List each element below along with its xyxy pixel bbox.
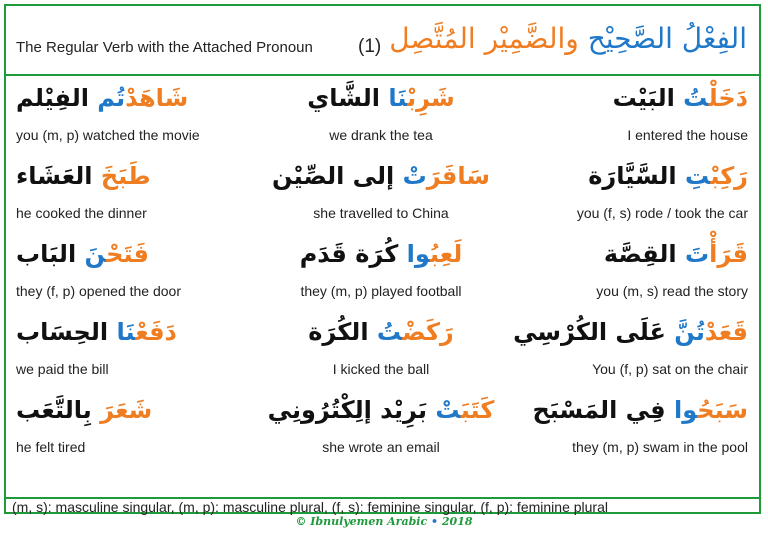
verb-stem: شَاهَدْ — [125, 84, 189, 112]
verb-entry — [6, 396, 256, 474]
attached-pronoun: تُ — [376, 318, 403, 346]
english-translation: you (m, s) read the story — [596, 283, 748, 299]
arabic-sentence — [532, 396, 748, 424]
arabic-title-part: الفِعْلُ الصَّحِيْح — [578, 22, 747, 55]
verb-stem: دَفَعْ — [135, 318, 177, 346]
verb-entry — [6, 162, 256, 240]
object-phrase: البَاب — [16, 240, 85, 268]
verb-stem: شَرِبْ — [407, 84, 455, 112]
abbreviation-legend: (m, s): masculine singular, (m, p): masculine plural, (f, s): feminine singular, (f, p): feminine plural — [6, 497, 759, 516]
verb-stem: لَعِبُ — [429, 240, 463, 268]
attached-pronoun: تَ — [685, 240, 710, 268]
object-phrase: الفِيْلم — [16, 84, 98, 112]
verb-entry — [6, 240, 256, 318]
verb-stem: طَبَخَ — [100, 162, 151, 190]
attached-pronoun: تْ — [435, 396, 461, 424]
arabic-sentence — [256, 240, 506, 268]
object-phrase: العَشَاء — [16, 162, 101, 190]
english-translation: they (m, p) played football — [300, 283, 462, 299]
attached-pronoun: نَ — [84, 240, 107, 268]
verb-entry — [506, 162, 756, 240]
verb-stem: قَرَأْ — [709, 240, 748, 268]
object-phrase: الكُرَة — [308, 318, 377, 346]
arabic-sentence — [16, 84, 188, 112]
attached-pronoun: وا — [674, 396, 698, 424]
attached-pronoun: تْ — [402, 162, 427, 190]
verb-entry — [506, 84, 756, 162]
arabic-sentence — [256, 396, 506, 424]
arabic-sentence — [256, 84, 506, 112]
object-phrase: الحِسَاب — [16, 318, 117, 346]
attached-pronoun: تُنَّ — [674, 318, 705, 346]
english-translation: You (f, p) sat on the chair — [592, 361, 748, 377]
verb-entry — [506, 318, 756, 396]
object-phrase: القِصَّة — [603, 240, 685, 268]
english-translation: she travelled to China — [313, 205, 449, 221]
attached-pronoun: تُم — [97, 84, 126, 112]
verb-entry — [256, 162, 506, 240]
english-translation: I entered the house — [627, 127, 748, 143]
english-translation: they (f, p) opened the door — [16, 283, 181, 299]
english-translation: she wrote an email — [322, 439, 440, 455]
arabic-title-part: والضَّمِيْر المُتَّصِل — [389, 22, 579, 55]
verb-stem: سَبَحُ — [697, 396, 748, 424]
verb-stem: سَافَرَ — [426, 162, 490, 190]
english-translation: I kicked the ball — [332, 361, 430, 377]
title-number: (1) — [358, 36, 382, 57]
english-translation: he cooked the dinner — [16, 205, 147, 221]
verb-entry — [506, 240, 756, 318]
object-phrase: البَيْت — [612, 84, 684, 112]
copyright-credit — [0, 515, 768, 528]
object-phrase: بَرِيْد إلِكْتُرُونِي — [267, 396, 436, 424]
header — [6, 6, 759, 76]
verb-entry — [256, 84, 506, 162]
object-phrase: كُرَة قَدَم — [299, 240, 407, 268]
verb-entry — [256, 240, 506, 318]
arabic-title — [389, 22, 747, 55]
arabic-sentence — [513, 318, 748, 346]
arabic-sentence — [256, 318, 506, 346]
english-translation: you (m, p) watched the movie — [16, 127, 200, 143]
verb-entry — [256, 396, 506, 474]
verb-entry — [6, 318, 256, 396]
object-phrase: إلى الصِّيْن — [272, 162, 403, 190]
attached-pronoun: تُ — [683, 84, 709, 112]
object-phrase: الشَّاي — [307, 84, 389, 112]
arabic-sentence — [256, 162, 506, 190]
english-translation: he felt tired — [16, 439, 86, 455]
worksheet-frame — [4, 4, 761, 514]
verb-stem: قَعَدْ — [704, 318, 748, 346]
verb-stem: رَكَضْ — [402, 318, 454, 346]
arabic-sentence — [16, 396, 152, 424]
credit-text: © Ibnulyemen Arabic — [295, 515, 428, 528]
verb-stem: رَكِبْ — [710, 162, 748, 190]
verb-entry — [6, 84, 256, 162]
arabic-sentence — [16, 162, 151, 190]
attached-pronoun: وا — [406, 240, 430, 268]
arabic-sentence — [604, 240, 748, 268]
english-translation: we paid the bill — [16, 361, 109, 377]
object-phrase: السَّيَّارَة — [588, 162, 686, 190]
attached-pronoun: نَا — [116, 318, 136, 346]
arabic-sentence — [613, 84, 748, 112]
english-translation: we drank the tea — [329, 127, 433, 143]
object-phrase: بِالتَّعَب — [16, 396, 101, 424]
attached-pronoun: تِ — [685, 162, 711, 190]
object-phrase: فِي المَسْبَح — [532, 396, 675, 424]
verb-stem: كَتَبَ — [460, 396, 495, 424]
verb-stem: شَعَرَ — [100, 396, 153, 424]
arabic-sentence — [588, 162, 748, 190]
credit-dot: • — [431, 515, 439, 528]
attached-pronoun: نَا — [388, 84, 408, 112]
arabic-sentence — [16, 240, 149, 268]
verb-stem: دَخَلْ — [708, 84, 748, 112]
english-translation: they (m, p) swam in the pool — [572, 439, 748, 455]
arabic-sentence — [16, 318, 177, 346]
verb-stem: فَتَحْ — [106, 240, 149, 268]
credit-year: 2018 — [441, 515, 473, 528]
english-title: The Regular Verb with the Attached Pronoun — [16, 39, 313, 56]
object-phrase: عَلَى الكُرْسِي — [513, 318, 675, 346]
english-translation: you (f, s) rode / took the car — [576, 205, 748, 221]
verb-entry — [506, 396, 756, 474]
verb-entry — [256, 318, 506, 396]
